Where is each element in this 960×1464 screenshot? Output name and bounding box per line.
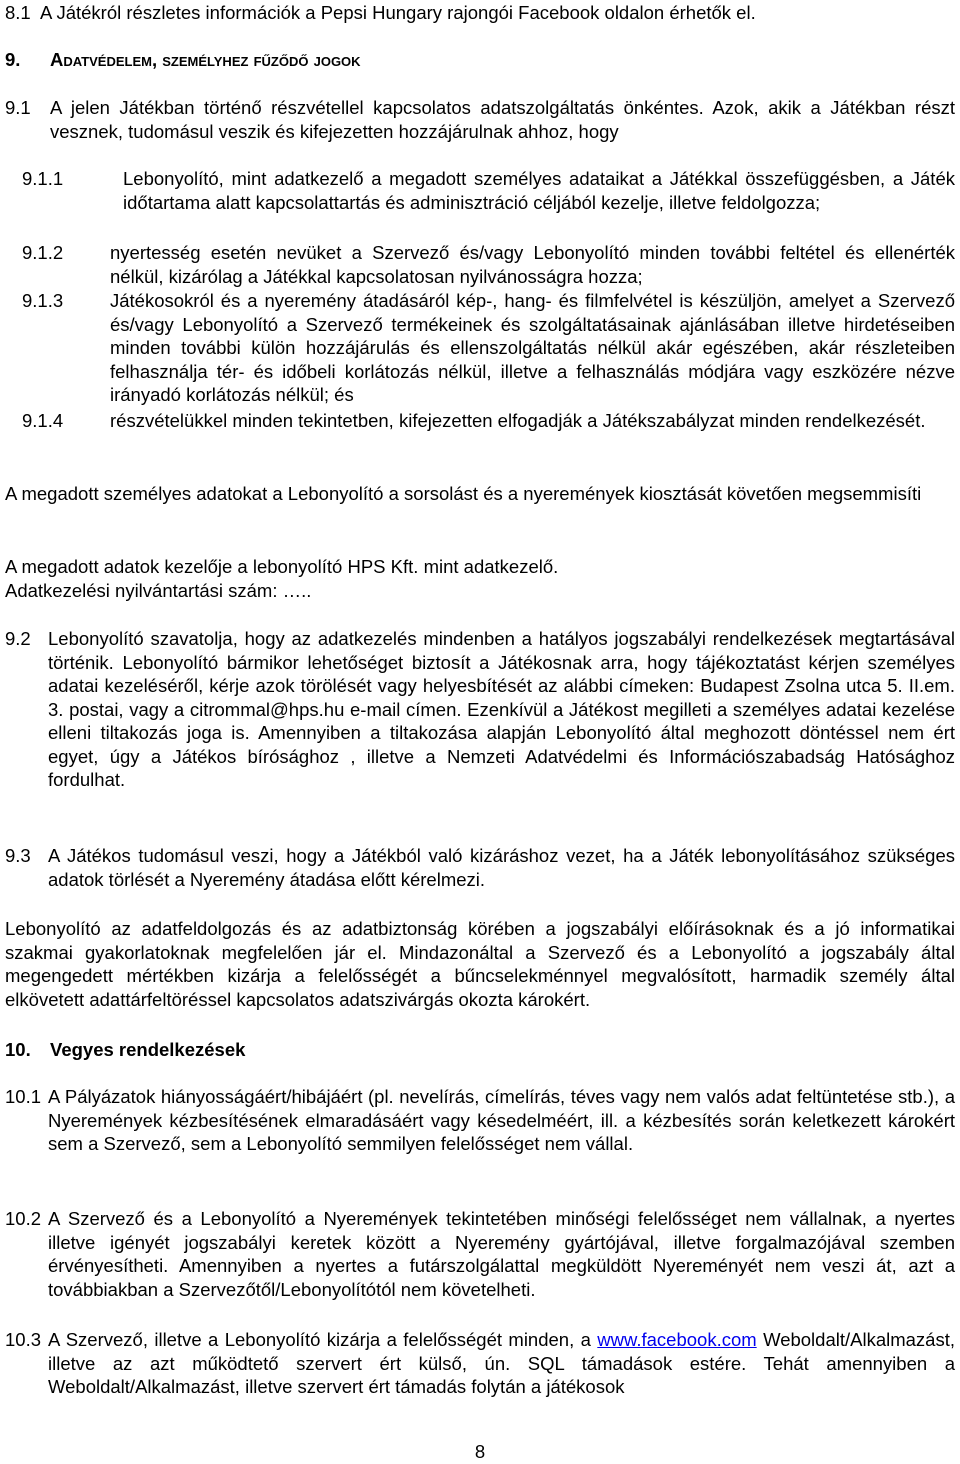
facebook-link[interactable]: www.facebook.com [597, 1329, 757, 1350]
page-number: 8 [474, 1441, 486, 1462]
section-heading-text: Vegyes rendelkezések [50, 1039, 246, 1060]
section-text: A jelen Játékban történő részvétellel kapcsolatos adatszolgáltatás önkéntes. Azok, akik a Játékban részt vesznek, tudomásul veszik és kifejezetten hozzájárulnak ahhoz, hogy [50, 97, 955, 142]
section-number: 10.3 [5, 1329, 42, 1350]
section-text: A Szervező és a Lebonyolító a Nyeremények tekintetében minőségi felelősséget nem vállalnak, a nyertes illetve igényét jogszabályi keretek között a Nyeremény gyártójával, illetve forgalmazójával szemben érvényesítheti. Amennyiben a nyertes a futárszolgálattal megküldött Nyereményét nem veszi át, azt a továbbiakban a Szervezőtől/Lebonyolítótól nem követelheti. [48, 1208, 955, 1300]
section-text [48, 1328, 955, 1399]
section-number: 9.1.4 [22, 410, 64, 431]
section-number: 9. [5, 49, 21, 70]
section-text: Lebonyolító szavatolja, hogy az adatkezelés mindenben a hatályos jogszabályi rendelkezések megtartásával történik. Lebonyolító bármikor lehetőséget biztosít a Játékosnak arra, hogy tájékoztatást kérjen személyes adatai kezeléséről, kérje azok törölését vagy helyesbítését az alábbi címeken: Budapest Zsolna utca 5. II.em. 3. postai, vagy a citrommal@hps.hu e-mail címen. Ezenkívül a Játékost megilleti a személyes adatai kezelése elleni tiltakozás joga is. Amennyiben a tiltakozása alapján Lebonyolító által meghozott döntéssel nem ért egyet, úgy a Játékos bírósághoz , illetve a Nemzeti Adatvédelmi és Információszabadság Hatósághoz fordulhat. [48, 628, 955, 790]
section-number: 9.1 [5, 97, 31, 118]
section-text: Játékosokról és a nyeremény átadásáról kép-, hang- és filmfelvétel is készüljön, amelyet a Szervező és/vagy Lebonyolító a Szervező termékeinek és szolgáltatásainak ajánlásában illetve hirdetéseiben minden további külön hozzájárulás és ellenszolgáltatás nélkül akár egészében, akár részleteiben felhasználja tér- és időbeli korlátozás nélkül, illetve a felhasználás módjára vagy eszközére nézve irányadó korlátozás nélkül; és [110, 290, 955, 405]
section-number: 10.2 [5, 1208, 42, 1229]
paragraph-text: Adatkezelési nyilvántartási szám: ….. [5, 580, 312, 601]
section-text: A Játékos tudomásul veszi, hogy a Játékból való kizáráshoz vezet, ha a Játék lebonyolításához szükséges adatok törlését a Nyeremény átadása előtt kérelmezi. [48, 845, 955, 890]
section-number: 9.1.3 [22, 290, 64, 311]
section-number: 9.1.2 [22, 242, 64, 263]
paragraph-text: A megadott adatok kezelője a lebonyolító HPS Kft. mint adatkezelő. [5, 556, 559, 577]
section-text-before-link: A Szervező, illetve a Lebonyolító kizárja a felelősségét minden, a [48, 1329, 591, 1350]
section-number: 10.1 [5, 1086, 42, 1107]
section-text: A Játékról részletes információk a Pepsi Hungary rajongói Facebook oldalon érhetők el. [40, 2, 756, 23]
paragraph-text: Lebonyolító az adatfeldolgozás és az adatbiztonság körében a jogszabályi előírásoknak és a jó informatikai szakmai gyakorlatoknak megfelelően jár el. Mindazonáltal a Szervező és a Lebonyolító a jogszabály által megengedett mértékben kizárja a felelősségét a bűncselekménnyel megvalósított, harmadik személy által elkövetett adattárfeltöréssel kapcsolatos adatszivárgás okozta károkért. [5, 918, 955, 1010]
paragraph-text: A megadott személyes adatokat a Lebonyolító a sorsolást és a nyeremények kiosztását követően megsemmisíti [5, 483, 922, 504]
section-text-after-link: Weboldalt/Alkalmazást, illetve az azt működtető szervert ért külső, ún. SQL támadások estére. Tehát amennyiben a Weboldalt/Alkalmazást, illetve szervert ért támadás folytán a játékosok [48, 1329, 955, 1397]
section-heading-text: Adatvédelem, személyhez fűződő jogok [50, 49, 361, 70]
section-text: A Pályázatok hiányosságáért/hibájáért (pl. nevelírás, címelírás, téves vagy nem valós adat feltüntetése stb.), a Nyeremények kézbesítésének elmaradásáért vagy késedelméért, ill. a kézbesítés során keletkezett károkért sem a Szervező, sem a Lebonyolító semmilyen felelősséget nem vállal. [48, 1086, 955, 1154]
section-number: 9.3 [5, 845, 31, 866]
section-text: Lebonyolító, mint adatkezelő a megadott személyes adataikat a Játékkal összefüggésben, a Játék időtartama alatt kapcsolattartás és adminisztráció céljából kezelje, illetve feldolgozza; [123, 168, 955, 213]
section-text: részvételükkel minden tekintetben, kifejezetten elfogadják a Játékszabályzat minden rendelkezését. [110, 410, 926, 431]
section-text: nyertesség esetén nevüket a Szervező és/vagy Lebonyolító minden további feltétel és ellenérték nélkül, kizárólag a Játékkal kapcsolatosan nyilvánosságra hozza; [110, 242, 955, 287]
section-number: 9.2 [5, 628, 31, 649]
section-number: 9.1.1 [22, 168, 64, 189]
section-number: 10. [5, 1039, 31, 1060]
section-number: 8.1 [5, 2, 31, 23]
